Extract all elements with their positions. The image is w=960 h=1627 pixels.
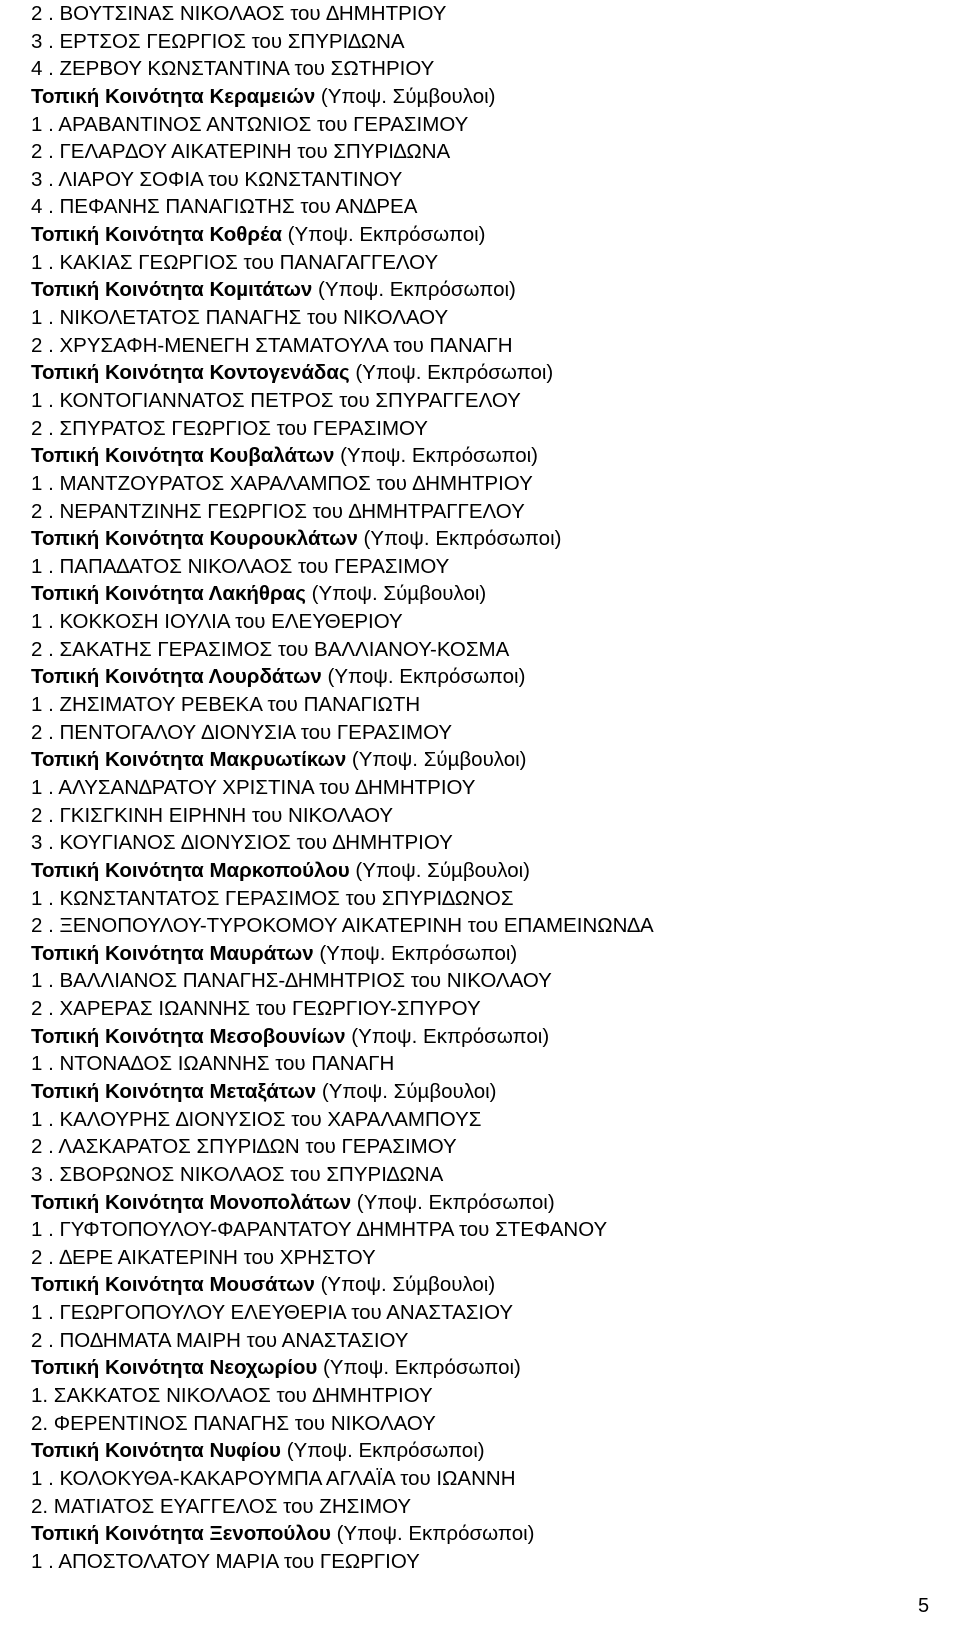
community-name: Τοπική Κοινότητα Μουσάτων xyxy=(31,1273,315,1297)
candidate-role: (Υποψ. Εκπρόσωποι) xyxy=(357,527,562,551)
community-heading xyxy=(31,580,931,608)
candidate-role: (Υποψ. Εκπρόσωποι) xyxy=(351,1190,555,1214)
community-heading xyxy=(31,1023,931,1051)
community-name: Τοπική Κοινότητα Μεσοβουνίων xyxy=(31,1024,346,1048)
candidate-entry: 3 . ΕΡΤΣΟΣ ΓΕΩΡΓΙΟΣ του ΣΠΥΡΙ∆ΩΝΑ xyxy=(31,29,405,53)
candidate-entry: 2 . ΠΕΝΤΟΓΑΛΟΥ ∆ΙΟΝΥΣΙΑ του ΓΕΡΑΣΙΜΟΥ xyxy=(31,720,453,744)
candidate-entry: 3 . ΣΒΟΡΩΝΟΣ ΝΙΚΟΛΑΟΣ του ΣΠΥΡΙ∆ΩΝΑ xyxy=(31,1162,444,1186)
candidate-entry: 3 . ΛΙΑΡΟΥ ΣΟΦΙΑ του ΚΩΝΣΤΑΝΤΙΝΟΥ xyxy=(31,167,403,191)
candidate-entry: 2 . ΠΟ∆ΗΜΑΤΑ ΜΑΙΡΗ του ΑΝΑΣΤΑΣΙΟΥ xyxy=(31,1328,409,1352)
candidate-role: (Υποψ. Εκπρόσωποι) xyxy=(330,1522,535,1546)
candidate-entry: 1 . ΚΑΛΟΥΡΗΣ ∆ΙΟΝΥΣΙΟΣ του ΧΑΡΑΛΑΜΠΟΥΣ xyxy=(31,1107,482,1131)
candidate-entry: 2 . ΒΟΥΤΣΙΝΑΣ ΝΙΚΟΛΑΟΣ του ∆ΗΜΗΤΡΙΟΥ xyxy=(31,2,447,25)
community-name: Τοπική Κοινότητα Λουρδάτων xyxy=(31,665,322,689)
candidate-list xyxy=(31,0,931,1576)
community-name: Τοπική Κοινότητα Μονοπολάτων xyxy=(31,1190,352,1214)
candidate-entry: 1 . ΓΥΦΤΟΠΟΥΛΟΥ-ΦΑΡΑΝΤΑΤΟΥ ∆ΗΜΗΤΡΑ του ΣΤΕΦΑΝΟΥ xyxy=(31,1218,608,1242)
page-number: 5 xyxy=(918,1595,930,1617)
community-heading xyxy=(31,1189,931,1217)
community-heading xyxy=(31,857,931,885)
community-heading xyxy=(31,83,931,111)
candidate-role: (Υποψ. Εκπρόσωποι) xyxy=(312,278,516,302)
community-name: Τοπική Κοινότητα Νεοχωρίου xyxy=(31,1356,318,1380)
candidate-entry: 1 . ΓΕΩΡΓΟΠΟΥΛΟΥ ΕΛΕΥΘΕΡΙΑ του ΑΝΑΣΤΑΣΙΟΥ xyxy=(31,1301,514,1325)
candidate-entry: 2 . ΞΕΝΟΠΟΥΛΟΥ-ΤΥΡΟΚΟΜΟΥ ΑΙΚΑΤΕΡΙΝΗ του ΕΠΑΜΕΙΝΩΝ∆Α xyxy=(31,914,654,938)
community-heading xyxy=(31,1271,931,1299)
candidate-role: (Υποψ. Εκπρόσωποι) xyxy=(281,1439,485,1463)
candidate-role: (Υποψ. Σύµβουλοι) xyxy=(346,748,527,772)
community-name: Τοπική Κοινότητα Νυφίου xyxy=(31,1439,281,1463)
community-name: Τοπική Κοινότητα Μαυράτων xyxy=(31,941,314,965)
candidate-role: (Υποψ. Εκπρόσωποι) xyxy=(317,1356,521,1380)
candidate-entry: 1 . ΑΡΑΒΑΝΤΙΝΟΣ ΑΝΤΩΝΙΟΣ του ΓΕΡΑΣΙΜΟΥ xyxy=(31,112,469,136)
community-name: Τοπική Κοινότητα Λακήθρας xyxy=(31,582,306,606)
community-name: Τοπική Κοινότητα Κοθρέα xyxy=(31,223,282,247)
community-name: Τοπική Κοινότητα Κουρουκλάτων xyxy=(31,527,358,551)
community-heading xyxy=(31,746,931,774)
candidate-entry: 1. ΣΑΚΚΑΤΟΣ ΝΙΚΟΛΑΟΣ του ∆ΗΜΗΤΡΙΟΥ xyxy=(31,1384,433,1408)
candidate-entry: 2. ΜΑΤΙΑΤΟΣ ΕΥΑΓΓΕΛΟΣ του ΖΗΣΙΜΟΥ xyxy=(31,1494,412,1518)
community-heading xyxy=(31,940,931,968)
candidate-entry: 2 . ΧΑΡΕΡΑΣ ΙΩΑΝΝΗΣ του ΓΕΩΡΓΙΟΥ-ΣΠΥΡΟΥ xyxy=(31,997,481,1021)
candidate-entry: 1 . ΚΟΛΟΚΥΘΑ-ΚΑΚΑΡΟΥΜΠΑ ΑΓΛΑΪΑ του ΙΩΑΝΝΗ xyxy=(31,1466,516,1490)
candidate-entry: 1 . ΜΑΝΤΖΟΥΡΑΤΟΣ ΧΑΡΑΛΑΜΠΟΣ του ∆ΗΜΗΤΡΙΟΥ xyxy=(31,471,533,495)
candidate-entry: 1 . ΚΩΝΣΤΑΝΤΑΤΟΣ ΓΕΡΑΣΙΜΟΣ του ΣΠΥΡΙ∆ΩΝΟΣ xyxy=(31,886,514,910)
candidate-entry: 3 . ΚΟΥΓΙΑΝΟΣ ∆ΙΟΝΥΣΙΟΣ του ∆ΗΜΗΤΡΙΟΥ xyxy=(31,831,453,855)
candidate-role: (Υποψ. Σύµβουλοι) xyxy=(305,582,487,606)
candidate-entry: 2 . ∆ΕΡΕ ΑΙΚΑΤΕΡΙΝΗ του ΧΡΗΣΤΟΥ xyxy=(31,1245,376,1269)
candidate-entry: 1 . ΚΟΚΚΟΣΗ ΙΟΥΛΙΑ του ΕΛΕΥΘΕΡΙΟΥ xyxy=(31,610,403,634)
community-heading xyxy=(31,359,931,387)
community-heading xyxy=(31,276,931,304)
community-heading xyxy=(31,1437,931,1465)
community-heading xyxy=(31,525,931,553)
candidate-role: (Υποψ. Εκπρόσωποι) xyxy=(349,361,554,385)
candidate-entry: 1 . ΚΑΚΙΑΣ ΓΕΩΡΓΙΟΣ του ΠΑΝΑΓΑΓΓΕΛΟΥ xyxy=(31,250,439,274)
candidate-role: (Υποψ. Σύµβουλοι) xyxy=(316,1079,497,1103)
candidate-role: (Υποψ. Σύµβουλοι) xyxy=(314,1273,496,1297)
candidate-entry: 2 . ΛΑΣΚΑΡΑΤΟΣ ΣΠΥΡΙ∆ΩΝ του ΓΕΡΑΣΙΜΟΥ xyxy=(31,1135,457,1159)
community-name: Τοπική Κοινότητα Κοντογενάδας xyxy=(31,361,350,385)
candidate-entry: 4 . ΖΕΡΒΟΥ ΚΩΝΣΤΑΝΤΙΝΑ του ΣΩΤΗΡΙΟΥ xyxy=(31,57,435,81)
community-name: Τοπική Κοινότητα Κεραµειών xyxy=(31,84,316,108)
candidate-entry: 2 . ΝΕΡΑΝΤΖΙΝΗΣ ΓΕΩΡΓΙΟΣ του ∆ΗΜΗΤΡΑΓΓΕΛΟΥ xyxy=(31,499,525,523)
candidate-entry: 2 . ΣΑΚΑΤΗΣ ΓΕΡΑΣΙΜΟΣ του ΒΑΛΛΙΑΝΟΥ-ΚΟΣΜΑ xyxy=(31,637,510,661)
community-name: Τοπική Κοινότητα Μαρκοπούλου xyxy=(31,858,350,882)
candidate-entry: 1 . ΝΤΟΝΑ∆ΟΣ ΙΩΑΝΝΗΣ του ΠΑΝΑΓΗ xyxy=(31,1052,395,1076)
community-heading xyxy=(31,1520,931,1548)
candidate-role: (Υποψ. Σύµβουλοι) xyxy=(315,84,496,108)
candidate-entry: 1 . ΚΟΝΤΟΓΙΑΝΝΑΤΟΣ ΠΕΤΡΟΣ του ΣΠΥΡΑΓΓΕΛΟΥ xyxy=(31,388,521,412)
candidate-entry: 1 . ΑΛΥΣΑΝ∆ΡΑΤΟΥ ΧΡΙΣΤΙΝΑ του ∆ΗΜΗΤΡΙΟΥ xyxy=(31,775,476,799)
community-heading xyxy=(31,663,931,691)
candidate-entry: 1 . ΑΠΟΣΤΟΛΑΤΟΥ ΜΑΡΙΑ του ΓΕΩΡΓΙΟΥ xyxy=(31,1549,420,1573)
candidate-role: (Υποψ. Εκπρόσωποι) xyxy=(321,665,526,689)
candidate-role: (Υποψ. Σύµβουλοι) xyxy=(349,858,530,882)
community-heading xyxy=(31,442,931,470)
candidate-entry: 2 . ΣΠΥΡΑΤΟΣ ΓΕΩΡΓΙΟΣ του ΓΕΡΑΣΙΜΟΥ xyxy=(31,416,428,440)
candidate-entry: 2 . ΓΚΙΣΓΚΙΝΗ ΕΙΡΗΝΗ του ΝΙΚΟΛΑΟΥ xyxy=(31,803,394,827)
community-name: Τοπική Κοινότητα Ξενοπούλου xyxy=(31,1522,331,1546)
candidate-role: (Υποψ. Εκπρόσωποι) xyxy=(281,223,486,247)
candidate-role: (Υποψ. Εκπρόσωποι) xyxy=(345,1024,550,1048)
candidate-entry: 1 . ΖΗΣΙΜΑΤΟΥ ΡΕΒΕΚΑ του ΠΑΝΑΓΙΩΤΗ xyxy=(31,693,421,717)
candidate-entry: 1 . ΠΑΠΑ∆ΑΤΟΣ ΝΙΚΟΛΑΟΣ του ΓΕΡΑΣΙΜΟΥ xyxy=(31,554,450,578)
candidate-entry: 1 . ΝΙΚΟΛΕΤΑΤΟΣ ΠΑΝΑΓΗΣ του ΝΙΚΟΛΑΟΥ xyxy=(31,306,449,330)
candidate-entry: 2 . ΓΕΛΑΡ∆ΟΥ ΑΙΚΑΤΕΡΙΝΗ του ΣΠΥΡΙ∆ΩΝΑ xyxy=(31,140,451,164)
candidate-entry: 4 . ΠΕΦΑΝΗΣ ΠΑΝΑΓΙΩΤΗΣ του ΑΝ∆ΡΕΑ xyxy=(31,195,418,219)
candidate-entry: 2. ΦΕΡΕΝΤΙΝΟΣ ΠΑΝΑΓΗΣ του ΝΙΚΟΛΑΟΥ xyxy=(31,1411,436,1435)
community-heading xyxy=(31,221,931,249)
community-heading xyxy=(31,1354,931,1382)
community-name: Τοπική Κοινότητα Μεταξάτων xyxy=(31,1079,317,1103)
community-heading xyxy=(31,1078,931,1106)
candidate-entry: 1 . ΒΑΛΛΙΑΝΟΣ ΠΑΝΑΓΗΣ-∆ΗΜΗΤΡΙΟΣ του ΝΙΚΟΛΑΟΥ xyxy=(31,969,552,993)
community-name: Τοπική Κοινότητα Μακρυωτίκων xyxy=(31,748,347,772)
community-name: Τοπική Κοινότητα Κοµιτάτων xyxy=(31,278,313,302)
candidate-role: (Υποψ. Εκπρόσωποι) xyxy=(313,941,518,965)
candidate-role: (Υποψ. Εκπρόσωποι) xyxy=(334,444,538,468)
candidate-entry: 2 . ΧΡΥΣΑΦΗ-ΜΕΝΕΓΗ ΣΤΑΜΑΤΟΥΛΑ του ΠΑΝΑΓΗ xyxy=(31,333,513,357)
community-name: Τοπική Κοινότητα Κουβαλάτων xyxy=(31,444,335,468)
